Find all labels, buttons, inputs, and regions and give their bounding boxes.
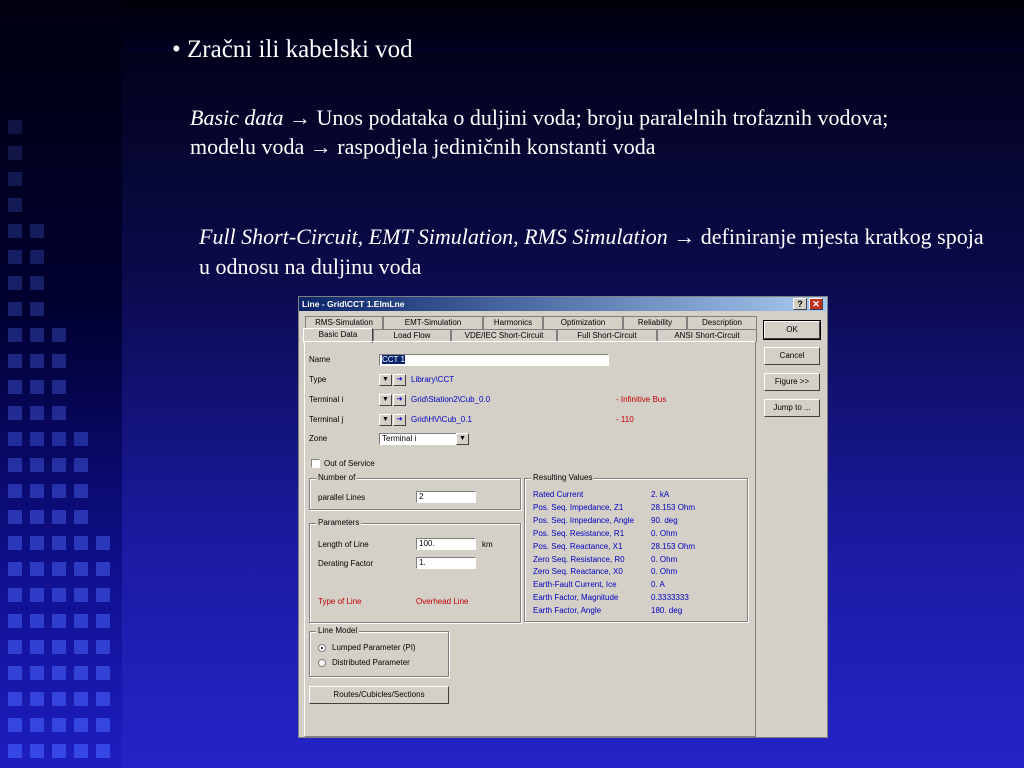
slide-paragraph-simulations — [199, 222, 999, 282]
resulting-value-number: 28.153 Ohm — [651, 541, 696, 551]
type-label: Type — [309, 375, 327, 384]
decorative-square — [74, 614, 88, 628]
decorative-square — [8, 718, 22, 732]
lumped-parameter-radio[interactable] — [318, 644, 326, 652]
decorative-square — [8, 640, 22, 654]
decorative-square — [30, 666, 44, 680]
resulting-value-label: Rated Current — [533, 490, 584, 499]
derating-factor-value: 1. — [419, 558, 426, 567]
name-value: CCT 1 — [382, 355, 405, 364]
decorative-square — [30, 588, 44, 602]
basic-data-term: Basic data — [190, 105, 284, 130]
type-of-line-value: Overhead Line — [416, 597, 469, 606]
parallel-lines-value: 2 — [419, 492, 424, 501]
decorative-square — [8, 302, 22, 316]
resulting-value-number: 0. Ohm — [651, 528, 678, 538]
decorative-square — [8, 744, 22, 758]
decorative-square — [52, 432, 66, 446]
decorative-square — [8, 224, 22, 238]
decorative-square — [74, 510, 88, 524]
decorative-square — [52, 666, 66, 680]
terminal-i-select-button[interactable] — [379, 394, 392, 406]
zone-label: Zone — [309, 434, 328, 443]
decorative-square — [74, 666, 88, 680]
decorative-square — [74, 536, 88, 550]
resulting-value-number: 0. A — [651, 580, 665, 590]
zone-value: Terminal i — [382, 434, 417, 443]
distributed-parameter-label: Distributed Parameter — [332, 658, 410, 667]
arrow-right-icon: ➜ — [396, 416, 403, 423]
decorative-square — [52, 354, 66, 368]
decorative-square — [52, 406, 66, 420]
decorative-square — [8, 146, 22, 160]
decorative-square — [30, 354, 44, 368]
decorative-square — [52, 692, 66, 706]
decorative-square — [96, 614, 110, 628]
tab-rms-simulation[interactable]: RMS-Simulation — [305, 316, 383, 329]
terminal-j-label: Terminal j — [309, 415, 344, 424]
decorative-square — [8, 380, 22, 394]
decorative-square — [96, 718, 110, 732]
decorative-square — [8, 458, 22, 472]
decorative-square — [8, 510, 22, 524]
jump-to-button[interactable]: Jump to ... — [764, 399, 820, 417]
decorative-square — [52, 614, 66, 628]
decorative-square — [30, 562, 44, 576]
decorative-square — [52, 536, 66, 550]
out-of-service-checkbox[interactable] — [311, 459, 320, 468]
tab-full-short-circuit[interactable]: Full Short-Circuit — [557, 329, 657, 342]
tab-optimization[interactable]: Optimization — [543, 316, 623, 329]
decorative-square — [8, 666, 22, 680]
decorative-square — [52, 744, 66, 758]
decorative-square — [74, 640, 88, 654]
decorative-square — [74, 692, 88, 706]
decorative-square — [52, 484, 66, 498]
resulting-value-number: 0. Ohm — [651, 567, 678, 577]
lumped-parameter-label: Lumped Parameter (PI) — [332, 643, 416, 652]
zone-dropdown-button[interactable] — [456, 433, 469, 445]
resulting-value-number: 2. kA — [651, 490, 670, 499]
number-of-title: Number of — [318, 473, 356, 482]
decorative-square — [8, 250, 22, 264]
length-unit: km — [482, 540, 493, 549]
parallel-lines-input[interactable] — [416, 491, 476, 503]
tab-load-flow[interactable]: Load Flow — [373, 329, 451, 342]
decorative-square — [8, 276, 22, 290]
terminal-j-jump-button[interactable] — [393, 414, 406, 426]
decorative-square — [96, 588, 110, 602]
resulting-values-title: Resulting Values — [533, 473, 593, 482]
decorative-square — [52, 328, 66, 342]
tab-harmonics[interactable]: Harmonics — [483, 316, 543, 329]
name-label: Name — [309, 355, 331, 364]
decorative-square — [74, 432, 88, 446]
decorative-square — [8, 406, 22, 420]
resulting-value-number: 0.3333333 — [651, 593, 689, 603]
length-of-line-input[interactable] — [416, 538, 476, 550]
close-button[interactable]: ✕ — [809, 298, 823, 310]
decorative-square — [8, 614, 22, 628]
decorative-square — [96, 692, 110, 706]
decorative-square — [30, 536, 44, 550]
decorative-square — [74, 562, 88, 576]
basic-data-description: Unos podataka o duljini voda; broju paralelnih trofaznih vodova; modelu voda → raspodjela jediničnih konstanti voda — [190, 105, 889, 159]
resulting-value-label: Pos. Seq. Reactance, X1 — [533, 541, 623, 551]
slide-bullet-heading: • Zračni ili kabelski vod — [172, 36, 413, 63]
line-model-title: Line Model — [318, 626, 358, 635]
decorative-square — [8, 484, 22, 498]
type-jump-button[interactable] — [393, 374, 406, 386]
tab-description[interactable]: Description — [687, 316, 757, 329]
distributed-parameter-radio[interactable] — [318, 659, 326, 667]
resulting-value-number: 180. deg — [651, 606, 683, 616]
resulting-value-label: Earth Factor, Angle — [533, 606, 602, 616]
resulting-value-number: 0. Ohm — [651, 554, 678, 564]
terminal-j-select-button[interactable] — [379, 414, 392, 426]
decorative-square — [74, 718, 88, 732]
decorative-square — [96, 666, 110, 680]
slide-paragraph-basic-data — [190, 103, 920, 161]
decorative-square — [30, 510, 44, 524]
decorative-square — [30, 614, 44, 628]
type-select-button[interactable] — [379, 374, 392, 386]
resulting-value-number: 28.153 Ohm — [651, 502, 696, 512]
decorative-square — [52, 718, 66, 732]
decorative-square — [8, 692, 22, 706]
routes-cubicles-sections-button[interactable]: Routes/Cubicles/Sections — [309, 686, 449, 704]
decorative-square — [8, 198, 22, 212]
help-button[interactable]: ? — [793, 298, 807, 310]
tab-ansi-short-circuit[interactable]: ANSI Short-Circuit — [657, 329, 757, 342]
resulting-value-label: Earth Factor, Magnitude — [533, 593, 619, 603]
resulting-value-label: Pos. Seq. Resistance, R1 — [533, 528, 625, 538]
resulting-value-label: Pos. Seq. Impedance, Z1 — [533, 502, 624, 512]
terminal-i-label: Terminal i — [309, 395, 344, 404]
decorative-square — [8, 328, 22, 342]
decorative-square — [30, 224, 44, 238]
chevron-down-icon: ▼ — [382, 376, 389, 383]
simulations-description: → definiranje mjesta kratkog spoja u odnosu na duljinu voda — [199, 224, 984, 279]
chevron-down-icon: ▼ — [459, 435, 466, 442]
decorative-square — [8, 172, 22, 186]
parameters-title: Parameters — [318, 518, 360, 527]
decorative-square — [74, 484, 88, 498]
decorative-square — [30, 692, 44, 706]
decorative-square — [52, 640, 66, 654]
decorative-square — [74, 458, 88, 472]
ok-button[interactable]: OK — [764, 321, 820, 339]
decorative-square — [8, 120, 22, 134]
arrow-right-icon: ➜ — [396, 376, 403, 383]
chevron-down-icon: ▼ — [382, 396, 389, 403]
out-of-service-label: Out of Service — [324, 459, 375, 468]
length-of-line-value: 100. — [419, 539, 435, 548]
derating-factor-input[interactable] — [416, 557, 476, 569]
type-value[interactable]: Library\CCT — [411, 375, 455, 384]
decorative-square — [74, 588, 88, 602]
decorative-square — [30, 328, 44, 342]
basic-data-panel — [304, 341, 756, 737]
length-of-line-label: Length of Line — [318, 540, 369, 549]
terminal-j-info: - 110 — [616, 415, 634, 424]
decorative-square — [52, 458, 66, 472]
derating-factor-label: Derating Factor — [318, 559, 374, 568]
decorative-square — [96, 640, 110, 654]
terminal-i-info: - Infinitive Bus — [616, 395, 667, 404]
resulting-values-group — [524, 473, 748, 622]
decorative-square — [30, 640, 44, 654]
terminal-j-value[interactable]: Grid\HV\Cub_0.1 — [411, 415, 472, 424]
line-model-group — [309, 626, 449, 677]
decorative-square — [52, 588, 66, 602]
decorative-square — [96, 536, 110, 550]
name-input[interactable] — [379, 354, 609, 366]
parameters-group — [309, 518, 521, 623]
decorative-square — [8, 588, 22, 602]
type-of-line-label: Type of Line — [318, 597, 362, 606]
decorative-square — [30, 250, 44, 264]
decorative-square — [74, 744, 88, 758]
arrow-right-icon: ➜ — [396, 396, 403, 403]
terminal-i-jump-button[interactable] — [393, 394, 406, 406]
resulting-value-label: Zero Seq. Resistance, R0 — [533, 554, 625, 564]
basic-data-arrow: → — [283, 105, 317, 130]
chevron-down-icon: ▼ — [382, 416, 389, 423]
decorative-square — [30, 276, 44, 290]
number-of-group — [309, 473, 521, 510]
parallel-lines-label: parallel Lines — [318, 493, 366, 502]
resulting-value-label: Zero Seq. Reactance, X0 — [533, 567, 623, 577]
tab-emt-simulation[interactable]: EMT-Simulation — [383, 316, 483, 329]
dialog-titlebar — [299, 297, 827, 311]
decorative-square — [30, 302, 44, 316]
decorative-square — [96, 562, 110, 576]
resulting-value-label: Pos. Seq. Impedance, Angle — [533, 515, 634, 525]
simulations-term: Full Short-Circuit, EMT Simulation, RMS Simulation — [199, 224, 668, 249]
line-dialog — [298, 296, 828, 738]
dialog-title: Line - Grid\CCT 1.ElmLne — [302, 299, 405, 309]
tab-reliability[interactable]: Reliability — [623, 316, 687, 329]
cancel-button[interactable]: Cancel — [764, 347, 820, 365]
decorative-square — [8, 432, 22, 446]
decorative-square — [30, 406, 44, 420]
decorative-square — [30, 484, 44, 498]
decorative-square — [52, 510, 66, 524]
decorative-square — [96, 744, 110, 758]
tab-vde-iec-short-circuit[interactable]: VDE/IEC Short-Circuit — [451, 329, 557, 342]
decorative-square — [8, 536, 22, 550]
decorative-square — [52, 562, 66, 576]
decorative-square — [30, 744, 44, 758]
decorative-square — [8, 354, 22, 368]
decorative-square — [52, 380, 66, 394]
resulting-value-label: Earth-Fault Current, Ice — [533, 580, 617, 590]
figure-button[interactable]: Figure >> — [764, 373, 820, 391]
decorative-square — [30, 718, 44, 732]
decorative-square — [30, 380, 44, 394]
decorative-square — [30, 432, 44, 446]
resulting-value-number: 90. deg — [651, 515, 678, 525]
terminal-i-value[interactable]: Grid\Station2\Cub_0.0 — [411, 395, 491, 404]
tab-basic-data[interactable]: Basic Data — [303, 328, 373, 343]
decorative-square — [30, 458, 44, 472]
decorative-square — [8, 562, 22, 576]
